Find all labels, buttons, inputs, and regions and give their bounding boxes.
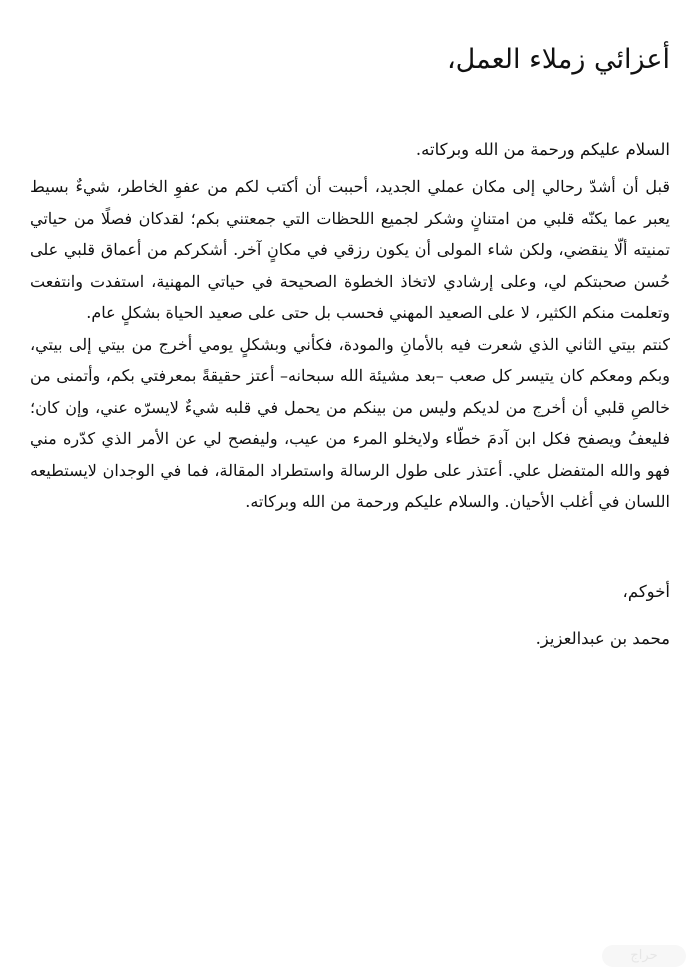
greeting-line: السلام عليكم ورحمة من الله وبركاته. [415, 140, 670, 159]
paragraph-farewell: كنتم بيتي الثاني الذي شعرت فيه بالأمانِ والمودة، فكأني وبشكلٍ يومي أخرج من بيتي إلى بيتي، وبكم ومعكم كان يتيسر كل صعب –بعد مشيئة الله سبحانه– أعتز حقيقةً بمعرفتي بكم، وأتمنى من خالصِ قلبي أن أخرج من لديكم وليس من بينكم من يحمل في قلبه شيءٌ لايسرّه عني، وإن كان؛ فليعفُ ويصفح فكل ابن آدمَ خطّاء ولايخلو المرء من عيب، وليفصح لي عن الأمر الذي كدّره مني فهو والله المتفضل علي. أعتذر على طول الرسالة واستطراد المقالة، فما في الوجدان لايستطيعه اللسان في أغلب الأحيان. والسلام عليكم ورحمة من الله وبركاته. [30, 334, 670, 511]
letter-body [30, 0, 670, 654]
site-watermark-logo: حراج [602, 945, 686, 967]
paragraph-gratitude: قبل أن أشدّ رحالي إلى مكان عملي الجديد، أحببت أن أكتب لكم من عفوِ الخاطر، شيءٌ بسيط يعبر عما يكنّه قلبي من امتنانٍ وشكر لجميع اللحظات التي جمعتني بكم؛ لقدكان فصلًا من حياتي تمنيته ألّا ينقضي، ولكن شاء المولى أن يكون رزقي في مكانٍ آخر. أشكركم من أعماق قلبي على حُسن صحبتكم لي، وعلى إرشادي لاتخاذ الخطوة الصحيحة في حياتي المهنية، استفدت وانتفعت وتعلمت منكم الكثير، لا على الصعيد المهني فحسب بل حتى على صعيد الحياة بشكلٍ عام. [30, 177, 670, 322]
closing-line: أخوكم، [622, 581, 670, 601]
signature-name: محمد بن عبدالعزيز. [535, 628, 670, 648]
letter-title: أعزائي زملاء العمل، [446, 44, 670, 75]
